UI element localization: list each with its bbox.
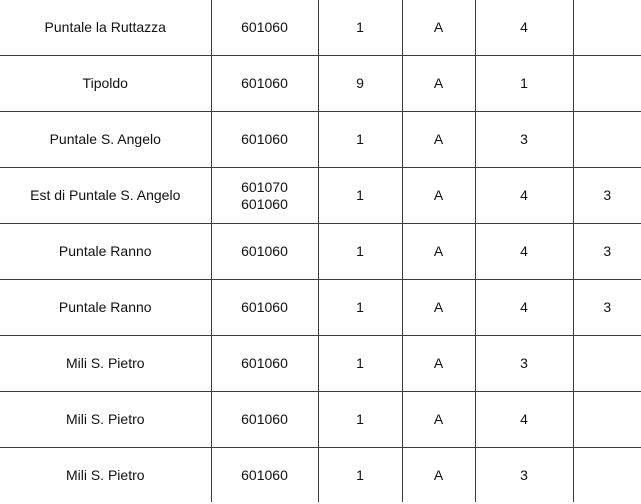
value-cell: 1: [475, 56, 573, 112]
table-row: [0, 392, 641, 448]
code-value: 601060: [241, 466, 288, 483]
code-value: 601060: [241, 131, 288, 147]
place-name-cell: Mili S. Pietro: [0, 392, 211, 448]
extra-value-cell: [573, 112, 641, 168]
category-cell: A: [402, 336, 475, 392]
category-cell: A: [402, 112, 475, 168]
extra-value-cell: [573, 392, 641, 448]
code-value: 601060: [241, 195, 288, 212]
table-row: [0, 224, 641, 280]
extra-value-cell: 3: [573, 168, 641, 224]
code-value: 601060: [241, 355, 288, 371]
count-cell: 9: [318, 56, 402, 112]
extra-value-cell: [573, 0, 641, 56]
category-cell: A: [402, 168, 475, 224]
place-name-cell: Est di Puntale S. Angelo: [0, 168, 211, 224]
place-name-cell: Mili S. Pietro: [0, 448, 211, 503]
value-cell: 4: [475, 0, 573, 56]
value-cell: 4: [475, 224, 573, 280]
code-value: 601060: [241, 243, 288, 259]
value-cell: 4: [475, 168, 573, 224]
count-cell: 1: [318, 112, 402, 168]
code-cell: [211, 112, 318, 168]
place-name-cell: Puntale Ranno: [0, 280, 211, 336]
table-row: [0, 0, 641, 56]
code-cell: [211, 0, 318, 56]
code-cell: [211, 280, 318, 336]
code-value: 601060: [241, 299, 288, 315]
category-cell: A: [402, 56, 475, 112]
code-cell: [211, 56, 318, 112]
table-row: [0, 280, 641, 336]
extra-value-cell: [573, 448, 641, 503]
code-cell: [211, 224, 318, 280]
code-cell: [211, 168, 318, 224]
value-cell: 3: [475, 112, 573, 168]
category-cell: A: [402, 0, 475, 56]
category-cell: A: [402, 392, 475, 448]
count-cell: 1: [318, 168, 402, 224]
code-value: 601060: [241, 19, 288, 35]
table-row: [0, 56, 641, 112]
count-cell: 1: [318, 224, 402, 280]
table-row: [0, 168, 641, 224]
code-value: 601060: [241, 411, 288, 427]
value-cell: 3: [475, 336, 573, 392]
place-name-cell: Puntale la Ruttazza: [0, 0, 211, 56]
place-name-cell: Tipoldo: [0, 56, 211, 112]
table-row: [0, 112, 641, 168]
extra-value-cell: 3: [573, 280, 641, 336]
category-cell: A: [402, 224, 475, 280]
category-cell: A: [402, 448, 475, 503]
count-cell: 1: [318, 0, 402, 56]
count-cell: 1: [318, 448, 402, 503]
extra-value-cell: [573, 336, 641, 392]
extra-value-cell: [573, 56, 641, 112]
place-name-cell: Puntale Ranno: [0, 224, 211, 280]
code-cell: [211, 336, 318, 392]
code-cell: [211, 448, 318, 503]
value-cell: 4: [475, 392, 573, 448]
value-cell: 3: [475, 448, 573, 503]
category-cell: A: [402, 280, 475, 336]
count-cell: 1: [318, 336, 402, 392]
count-cell: 1: [318, 280, 402, 336]
code-cell: [211, 392, 318, 448]
table-row: [0, 448, 641, 503]
value-cell: 4: [475, 280, 573, 336]
place-name-cell: Puntale S. Angelo: [0, 112, 211, 168]
code-value: 601060: [241, 75, 288, 91]
count-cell: 1: [318, 392, 402, 448]
table-row: [0, 336, 641, 392]
code-value: 601070: [241, 178, 288, 195]
extra-value-cell: 3: [573, 224, 641, 280]
place-name-cell: Mili S. Pietro: [0, 336, 211, 392]
